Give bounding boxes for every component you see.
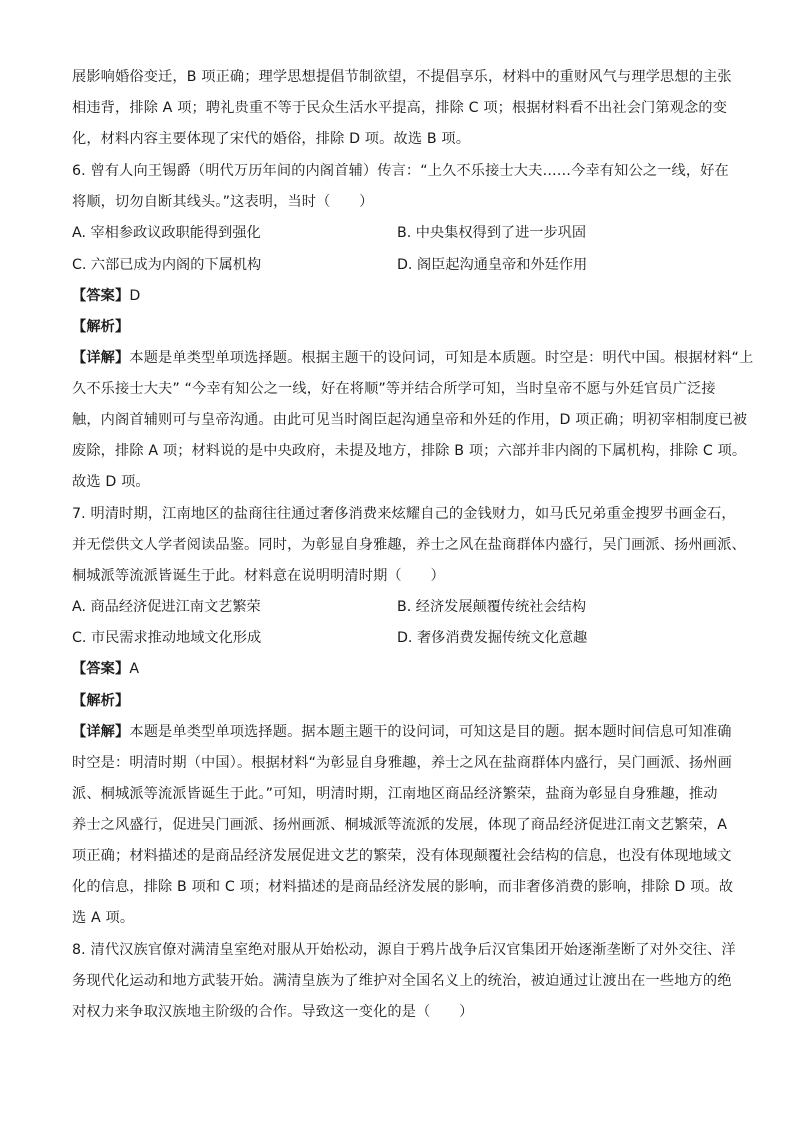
question-7-option-d: D. 奢侈消费发掘传统文化意趣 bbox=[397, 630, 588, 646]
answer-tag: 【答案】 bbox=[72, 661, 130, 677]
question-7-detail: 项正确；材料描述的是商品经济发展促进文艺的繁荣，没有体现颠覆社会结构的信息，也没有体现地域文 bbox=[72, 848, 732, 864]
answer-tag: 【答案】 bbox=[72, 288, 130, 304]
question-8-stem: 8. 清代汉族官僚对满清皇室绝对服从开始松动，源自于鸦片战争后汉官集团开始逐渐垄断了对外交往、洋 bbox=[72, 942, 736, 958]
question-6-detail: 废除，排除 A 项；材料说的是中央政府，未提及地方，排除 B 项；六部并非内阁的下属机构，排除 C 项。 bbox=[72, 443, 747, 459]
question-7-option-c: C. 市民需求推动地域文化形成 bbox=[72, 630, 262, 646]
paragraph-line: 化，材料内容主要体现了宋代的婚俗，排除 D 项。故选 B 项。 bbox=[72, 131, 471, 147]
question-7-option-a: A. 商品经济促进江南文艺繁荣 bbox=[72, 599, 261, 615]
question-7-stem: 并无偿供文人学者阅读品鉴。同时，为彰显自身雅趣，养士之风在盐商群体内盛行，吴门画派、扬州画派、 bbox=[72, 537, 746, 553]
question-6-detail: 久不乐接士大夫” “今幸有知公之一线，好在将顺”等并结合所学可知，当时皇帝不愿与外廷官员广泛接 bbox=[72, 381, 716, 397]
paragraph-line: 展影响婚俗变迁，B 项正确；理学思想提倡节制欲望，不提倡享乐，材料中的重财风气与理学思想的主张 bbox=[72, 69, 732, 85]
question-6-option-a: A. 宰相参政议政职能得到强化 bbox=[72, 225, 261, 241]
detail-tag: 【详解】 bbox=[72, 724, 130, 740]
question-7-stem: 7. 明清时期，江南地区的盐商往往通过奢侈消费来炫耀自己的金钱财力，如马氏兄弟重金搜罗书画金石， bbox=[72, 506, 736, 522]
question-6-answer bbox=[72, 286, 140, 306]
question-6-option-c: C. 六部已成为内阁的下属机构 bbox=[72, 257, 262, 273]
analysis-tag: 【解析】 bbox=[72, 319, 130, 335]
question-6-stem: 6. 曾有人向王锡爵（明代万历年间的内阁首辅）传言：“上久不乐接士大夫……今幸有知公之一线，好在 bbox=[72, 163, 729, 179]
question-7-analysis-tag bbox=[72, 691, 129, 711]
question-7-detail: 时空是：明清时期（中国）。根据材料“为彰显自身雅趣，养士之风在盐商群体内盛行，吴门画派、扬州画 bbox=[72, 755, 732, 771]
detail-text: 本题是单类型单项选择题。据本题主题干的设问词，可知这是目的题。据本题时间信息可知准确 bbox=[129, 724, 732, 740]
question-6-option-b: B. 中央集权得到了进一步巩固 bbox=[397, 225, 587, 241]
question-6-stem: 将顺，切勿自断其线头。”这表明，当时（ ） bbox=[72, 194, 374, 210]
answer-value: A bbox=[129, 661, 140, 677]
question-8-stem: 对权力来争取汉族地主阶级的合作。导致这一变化的是（ ） bbox=[72, 1004, 474, 1020]
question-6-detail: 故选 D 项。 bbox=[72, 474, 150, 490]
question-7-detail: 化的信息，排除 B 项和 C 项；材料描述的是商品经济发展的影响，而非奢侈消费的影响，排除 D 项。故 bbox=[72, 879, 734, 895]
question-7-answer bbox=[72, 659, 139, 679]
question-7-detail: 派、桐城派等流派皆诞生于此。”可知，明清时期，江南地区商品经济繁荣，盐商为彰显自身雅趣，推动 bbox=[72, 786, 718, 802]
detail-text: 本题是单类型单项选择题。根据主题干的设问词，可知是本质题。时空是：明代中国。根据材料“上 bbox=[129, 350, 754, 366]
detail-tag: 【详解】 bbox=[72, 350, 130, 366]
question-8-stem: 务现代化运动和地方武装开始。满清皇族为了维护对全国名义上的统治，被迫通过让渡出在一些地方的绝 bbox=[72, 973, 732, 989]
question-7-detail: 选 A 项。 bbox=[72, 910, 135, 926]
question-6-detail bbox=[72, 348, 753, 368]
paragraph-line: 相违背，排除 A 项；聘礼贵重不等于民众生活水平提高，排除 C 项；根据材料看不出社会门第观念的变 bbox=[72, 100, 728, 116]
question-6-option-d: D. 阁臣起沟通皇帝和外廷作用 bbox=[397, 257, 588, 273]
question-7-option-b: B. 经济发展颠覆传统社会结构 bbox=[397, 599, 587, 615]
analysis-tag: 【解析】 bbox=[72, 693, 130, 709]
question-6-detail: 触，内阁首辅则可与皇帝沟通。由此可见当时阁臣起沟通皇帝和外廷的作用，D 项正确；明初宰相制度已被 bbox=[72, 412, 748, 428]
question-7-detail bbox=[72, 722, 732, 742]
question-7-stem: 桐城派等流派皆诞生于此。材料意在说明明清时期（ ） bbox=[72, 568, 445, 584]
question-6-analysis-tag bbox=[72, 317, 129, 337]
question-7-detail: 养士之风盛行，促进吴门画派、扬州画派、桐城派等流派的发展，体现了商品经济促进江南文艺繁荣，A bbox=[72, 817, 728, 833]
answer-value: D bbox=[129, 288, 141, 304]
